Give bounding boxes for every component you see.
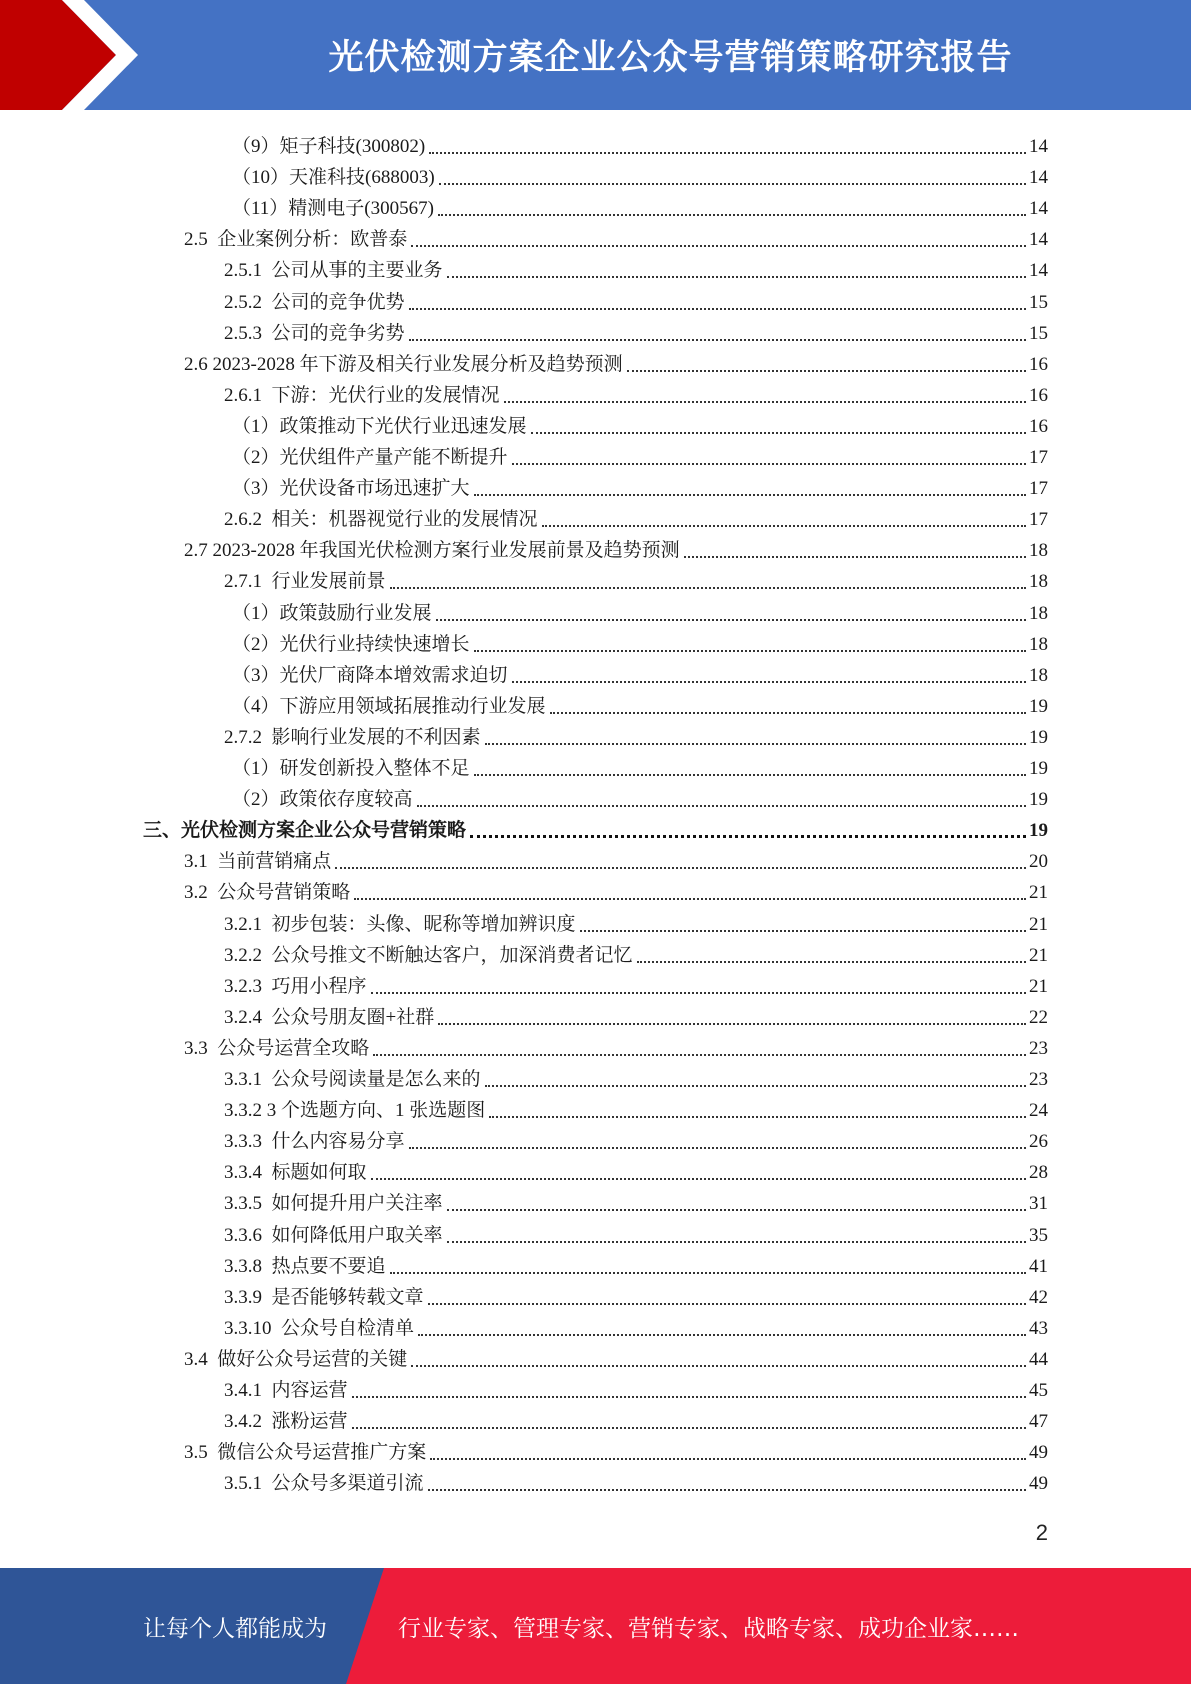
toc-entry[interactable] bbox=[232, 159, 1048, 190]
toc-entry-label: 3.4 做好公众号运营的关键 bbox=[184, 1348, 408, 1370]
toc-dot-leader bbox=[447, 1209, 1026, 1211]
toc-dot-leader bbox=[354, 898, 1026, 900]
toc-dot-leader bbox=[409, 308, 1026, 310]
toc-entry[interactable] bbox=[224, 906, 1048, 937]
toc-entry-label: 2.5.2 公司的竞争优势 bbox=[224, 291, 405, 313]
toc-dot-leader bbox=[485, 1085, 1026, 1087]
toc-entry-label: 3.3.4 标题如何取 bbox=[224, 1162, 367, 1184]
toc-entry-page: 16 bbox=[1029, 384, 1048, 406]
footer-slogan-left: 让每个人都能成为 bbox=[143, 1615, 327, 1642]
toc-dot-leader bbox=[470, 835, 1026, 838]
toc-entry[interactable] bbox=[232, 657, 1048, 688]
toc-entry-page: 14 bbox=[1029, 260, 1048, 282]
toc-dot-leader bbox=[409, 339, 1026, 341]
toc-entry[interactable] bbox=[232, 750, 1048, 781]
toc-entry-label: （3）光伏厂商降本增效需求迫切 bbox=[232, 664, 508, 686]
toc-entry-page: 35 bbox=[1029, 1224, 1048, 1246]
toc-entry-label: 3.3.6 如何降低用户取关率 bbox=[224, 1224, 443, 1246]
toc-entry-label: 三、光伏检测方案企业公众号营销策略 bbox=[143, 820, 467, 842]
toc-dot-leader bbox=[474, 650, 1026, 652]
toc-entry-page: 21 bbox=[1029, 882, 1048, 904]
toc-entry-page: 43 bbox=[1029, 1317, 1048, 1339]
toc-entry-label: 3.1 当前营销痛点 bbox=[184, 851, 332, 873]
toc-dot-leader bbox=[627, 370, 1026, 372]
toc-entry[interactable] bbox=[224, 377, 1048, 408]
toc-entry-page: 17 bbox=[1029, 509, 1048, 531]
toc-entry[interactable] bbox=[232, 470, 1048, 501]
toc-entry[interactable] bbox=[232, 688, 1048, 719]
toc-entry-label: 3.4.1 内容运营 bbox=[224, 1380, 348, 1401]
toc-entry-label: 3.2.1 初步包装：头像、昵称等增加辨识度 bbox=[224, 913, 576, 935]
toc-dot-leader bbox=[580, 930, 1026, 932]
toc-entry[interactable] bbox=[143, 812, 1048, 843]
toc-dot-leader bbox=[504, 401, 1026, 403]
toc-entry-page: 17 bbox=[1029, 478, 1048, 500]
toc-entry[interactable] bbox=[224, 1310, 1048, 1341]
toc-entry[interactable] bbox=[224, 501, 1048, 532]
toc-entry[interactable] bbox=[224, 1279, 1048, 1310]
toc-dot-leader bbox=[512, 681, 1026, 683]
toc-dot-leader bbox=[489, 1116, 1026, 1118]
toc-entry-page: 15 bbox=[1029, 291, 1048, 313]
toc-entry-label: （2）光伏行业持续快速增长 bbox=[232, 633, 470, 655]
toc-entry[interactable] bbox=[224, 937, 1048, 968]
toc-dot-leader bbox=[542, 525, 1026, 527]
toc-dot-leader bbox=[418, 1334, 1026, 1336]
toc-entry[interactable] bbox=[224, 252, 1048, 283]
toc-entry-label: 3.3.5 如何提升用户关注率 bbox=[224, 1193, 443, 1215]
toc-entry-label: 3.3.1 公众号阅读量是怎么来的 bbox=[224, 1069, 481, 1090]
toc-entry-page: 22 bbox=[1029, 1006, 1048, 1028]
toc-entry-label: 2.6 2023-2028 年下游及相关行业发展分析及趋势预测 bbox=[184, 353, 623, 375]
toc-entry-page: 15 bbox=[1029, 322, 1048, 344]
toc-entry-label: （10）天准科技(688003) bbox=[232, 167, 435, 189]
toc-entry[interactable] bbox=[224, 563, 1048, 594]
toc-entry-label: （2）光伏组件产量产能不断提升 bbox=[232, 447, 508, 468]
toc-dot-leader bbox=[485, 743, 1026, 745]
toc-entry-page: 18 bbox=[1029, 602, 1048, 624]
toc-entry-page: 20 bbox=[1029, 851, 1048, 873]
toc-entry[interactable] bbox=[224, 1248, 1048, 1279]
toc-dot-leader bbox=[550, 712, 1026, 714]
toc-entry[interactable] bbox=[184, 1341, 1048, 1372]
toc-entry-page: 19 bbox=[1029, 726, 1048, 748]
toc-dot-leader bbox=[684, 556, 1026, 558]
red-chevron-icon bbox=[0, 0, 160, 110]
toc-entry[interactable] bbox=[232, 595, 1048, 626]
toc-dot-leader bbox=[428, 1489, 1026, 1491]
toc-entry-label: 3.3.3 什么内容易分享 bbox=[224, 1131, 405, 1153]
toc-entry[interactable] bbox=[224, 315, 1048, 346]
toc-entry-label: 3.2.2 公众号推文不断触达客户，加深消费者记忆 bbox=[224, 944, 633, 966]
toc-entry-label: 2.7.1 行业发展前景 bbox=[224, 571, 386, 593]
toc-entry-label: （1）研发创新投入整体不足 bbox=[232, 758, 470, 779]
toc-entry[interactable] bbox=[224, 1154, 1048, 1185]
toc-entry-page: 42 bbox=[1029, 1286, 1048, 1308]
footer-banner bbox=[0, 1568, 1191, 1684]
toc-entry-label: 3.4.2 涨粉运营 bbox=[224, 1411, 348, 1433]
toc-dot-leader bbox=[474, 774, 1026, 776]
toc-entry[interactable] bbox=[224, 1123, 1048, 1154]
toc-entry-page: 19 bbox=[1029, 820, 1048, 842]
toc-entry[interactable] bbox=[224, 1465, 1048, 1496]
footer-slogan-right: 行业专家、管理专家、营销专家、战略专家、成功企业家…… bbox=[398, 1615, 1019, 1642]
toc-entry-label: （2）政策依存度较高 bbox=[232, 789, 413, 811]
toc-entry-page: 26 bbox=[1029, 1131, 1048, 1153]
toc-entry-page: 24 bbox=[1029, 1100, 1048, 1122]
toc-dot-leader bbox=[447, 276, 1026, 278]
toc-dot-leader bbox=[429, 152, 1026, 154]
toc-entry-label: 3.5 微信公众号运营推广方案 bbox=[184, 1442, 427, 1464]
toc-entry-label: （9）矩子科技(300802) bbox=[232, 136, 426, 157]
toc-entry-page: 16 bbox=[1029, 353, 1048, 375]
toc-entry-label: 3.3.9 是否能够转载文章 bbox=[224, 1286, 424, 1308]
toc-entry-label: 3.2.3 巧用小程序 bbox=[224, 975, 367, 997]
toc-entry-label: （11）精测电子(300567) bbox=[232, 198, 434, 220]
toc-dot-leader bbox=[430, 1458, 1026, 1460]
toc-entry-label: （4）下游应用领域拓展推动行业发展 bbox=[232, 695, 546, 717]
toc-entry[interactable] bbox=[232, 190, 1048, 221]
toc-entry-label: 3.3.8 热点要不要追 bbox=[224, 1255, 386, 1277]
toc-entry[interactable] bbox=[224, 999, 1048, 1030]
toc-dot-leader bbox=[411, 1365, 1026, 1367]
toc-entry[interactable] bbox=[232, 128, 1048, 159]
toc-entry-page: 19 bbox=[1029, 789, 1048, 811]
toc-dot-leader bbox=[417, 805, 1026, 807]
toc-entry-page: 14 bbox=[1029, 229, 1048, 251]
toc-entry[interactable] bbox=[184, 532, 1048, 563]
toc-dot-leader bbox=[474, 494, 1026, 496]
toc-entry-page: 21 bbox=[1029, 944, 1048, 966]
toc-entry-page: 18 bbox=[1029, 664, 1048, 686]
toc-entry[interactable] bbox=[224, 1061, 1048, 1092]
toc-dot-leader bbox=[390, 587, 1026, 589]
toc-entry-page: 45 bbox=[1029, 1380, 1048, 1401]
toc-entry[interactable] bbox=[232, 408, 1048, 439]
toc-entry-label: （3）光伏设备市场迅速扩大 bbox=[232, 478, 470, 500]
toc-entry-page: 21 bbox=[1029, 975, 1048, 997]
toc-entry[interactable] bbox=[224, 1092, 1048, 1123]
toc-dot-leader bbox=[352, 1427, 1026, 1429]
toc-dot-leader bbox=[390, 1272, 1026, 1274]
toc-entry-page: 14 bbox=[1029, 198, 1048, 220]
toc-entry-page: 49 bbox=[1029, 1473, 1048, 1495]
toc-entry[interactable] bbox=[184, 346, 1048, 377]
toc-entry-page: 18 bbox=[1029, 571, 1048, 593]
toc-entry-page: 23 bbox=[1029, 1037, 1048, 1059]
toc-entry-label: 2.7.2 影响行业发展的不利因素 bbox=[224, 726, 481, 748]
toc-entry-page: 21 bbox=[1029, 913, 1048, 935]
toc-dot-leader bbox=[436, 619, 1026, 621]
toc-dot-leader bbox=[447, 1241, 1026, 1243]
toc-entry[interactable] bbox=[232, 781, 1048, 812]
toc-dot-leader bbox=[637, 961, 1026, 963]
toc-dot-leader bbox=[438, 214, 1026, 216]
toc-entry-label: 3.3.10 公众号自检清单 bbox=[224, 1317, 415, 1339]
toc-entry-page: 28 bbox=[1029, 1162, 1048, 1184]
toc-entry[interactable] bbox=[224, 1217, 1048, 1248]
toc-entry[interactable] bbox=[184, 221, 1048, 252]
toc-dot-leader bbox=[335, 867, 1026, 869]
toc-entry-label: 2.6.2 相关：机器视觉行业的发展情况 bbox=[224, 509, 538, 531]
toc-dot-leader bbox=[531, 432, 1026, 434]
toc-entry-page: 18 bbox=[1029, 633, 1048, 655]
toc-entry-page: 47 bbox=[1029, 1411, 1048, 1433]
toc-entry-label: （1）政策推动下光伏行业迅速发展 bbox=[232, 415, 527, 437]
toc-entry-label: 2.5.3 公司的竞争劣势 bbox=[224, 322, 405, 344]
toc-entry[interactable] bbox=[184, 1434, 1048, 1465]
toc-entry-label: 3.2 公众号营销策略 bbox=[184, 882, 351, 904]
toc-entry[interactable] bbox=[224, 1185, 1048, 1216]
toc-entry-page: 44 bbox=[1029, 1348, 1048, 1370]
toc-entry-label: 3.3.2 3 个选题方向、1 张选题图 bbox=[224, 1100, 486, 1122]
toc-entry[interactable] bbox=[184, 874, 1048, 905]
toc-entry[interactable] bbox=[184, 1030, 1048, 1061]
toc-entry-page: 31 bbox=[1029, 1193, 1048, 1215]
toc-dot-leader bbox=[439, 183, 1026, 185]
toc-entry-label: （1）政策鼓励行业发展 bbox=[232, 602, 432, 624]
toc-entry-label: 3.2.4 公众号朋友圈+社群 bbox=[224, 1006, 435, 1028]
toc-dot-leader bbox=[512, 463, 1026, 465]
toc-entry[interactable] bbox=[224, 719, 1048, 750]
toc-dot-leader bbox=[411, 245, 1026, 247]
toc-dot-leader bbox=[409, 1147, 1026, 1149]
toc-entry-page: 19 bbox=[1029, 758, 1048, 779]
toc-entry-page: 23 bbox=[1029, 1069, 1048, 1090]
toc-entry-label: 3.3 公众号运营全攻略 bbox=[184, 1037, 370, 1059]
toc-entry-page: 16 bbox=[1029, 415, 1048, 437]
toc-entry-label: 2.7 2023-2028 年我国光伏检测方案行业发展前景及趋势预测 bbox=[184, 540, 680, 562]
toc-entry[interactable] bbox=[184, 843, 1048, 874]
toc-entry[interactable] bbox=[232, 439, 1048, 470]
report-header bbox=[0, 0, 1191, 110]
toc-dot-leader bbox=[438, 1023, 1026, 1025]
toc-entry[interactable] bbox=[224, 284, 1048, 315]
toc-entry-page: 19 bbox=[1029, 695, 1048, 717]
toc-entry[interactable] bbox=[232, 626, 1048, 657]
toc-entry-page: 41 bbox=[1029, 1255, 1048, 1277]
toc-dot-leader bbox=[371, 1178, 1026, 1180]
toc-dot-leader bbox=[373, 1054, 1026, 1056]
toc-entry-page: 14 bbox=[1029, 167, 1048, 189]
toc-dot-leader bbox=[428, 1303, 1026, 1305]
toc-entry-label: 2.5 企业案例分析：欧普泰 bbox=[184, 229, 408, 251]
toc-entry[interactable] bbox=[224, 1372, 1048, 1403]
page-number: 2 bbox=[1035, 1520, 1048, 1545]
toc-entry-page: 17 bbox=[1029, 447, 1048, 468]
toc-entry-page: 14 bbox=[1029, 136, 1048, 157]
toc-dot-leader bbox=[371, 992, 1026, 994]
toc-entry-page: 49 bbox=[1029, 1442, 1048, 1464]
toc-entry-label: 2.5.1 公司从事的主要业务 bbox=[224, 260, 443, 282]
toc-entry[interactable] bbox=[224, 1403, 1048, 1434]
toc-entry-label: 3.5.1 公众号多渠道引流 bbox=[224, 1473, 424, 1495]
report-title: 光伏检测方案企业公众号营销策略研究报告 bbox=[328, 38, 1013, 78]
toc-entry-label: 2.6.1 下游：光伏行业的发展情况 bbox=[224, 384, 500, 406]
toc-entry[interactable] bbox=[224, 968, 1048, 999]
toc-dot-leader bbox=[352, 1396, 1026, 1398]
toc-entry-page: 18 bbox=[1029, 540, 1048, 562]
